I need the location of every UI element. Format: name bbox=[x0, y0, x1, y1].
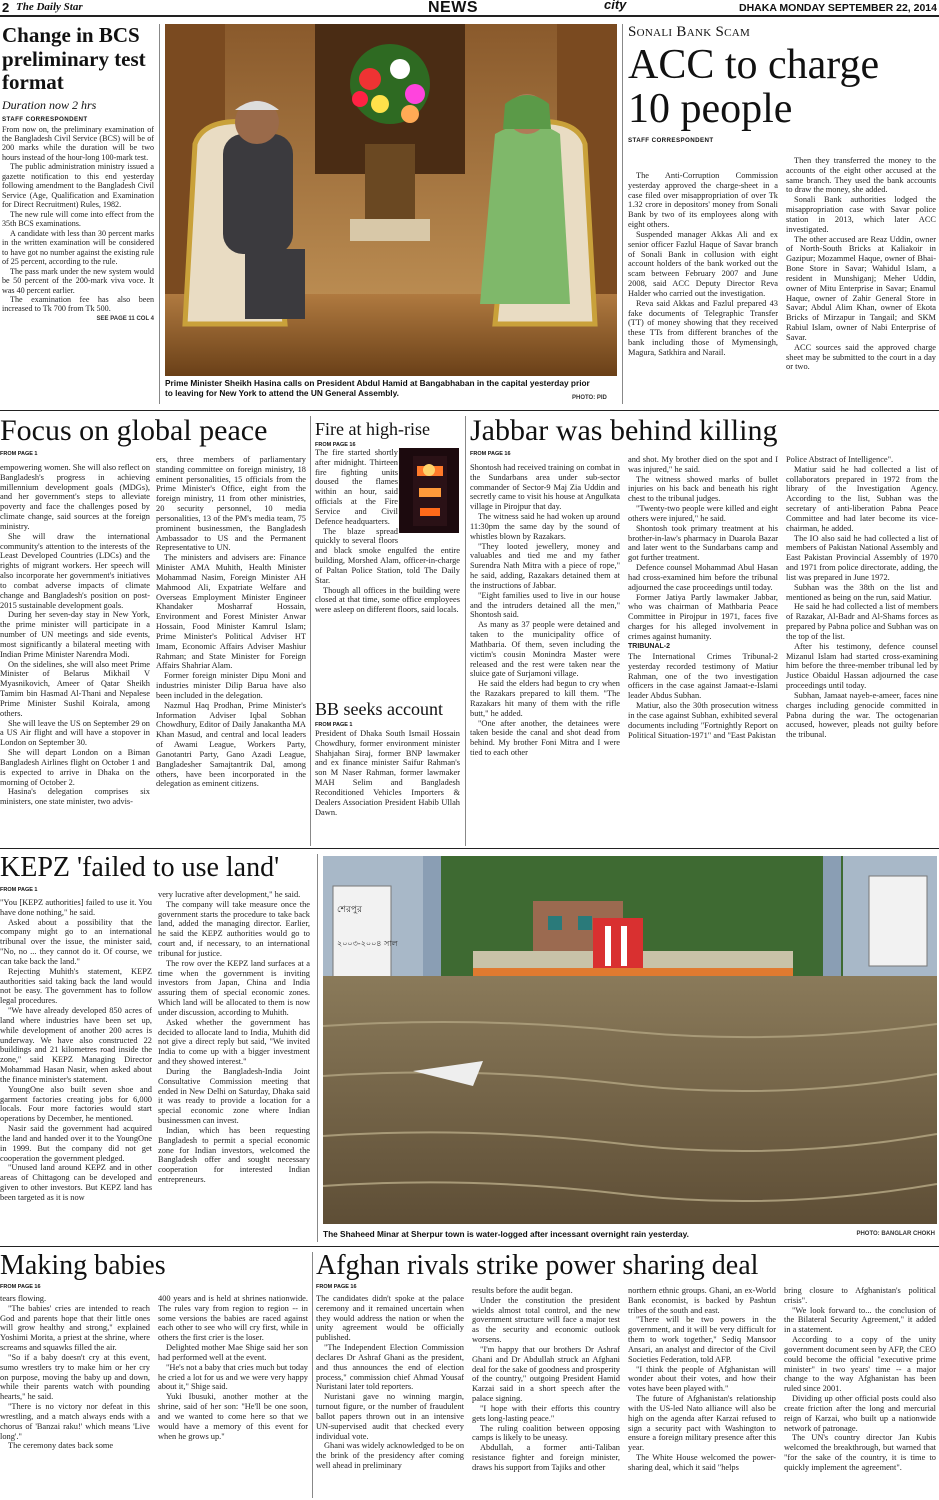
babies-article bbox=[0, 1252, 308, 1500]
paragraph: Hasina's delegation comprises six ministers, one state minister, two advis- bbox=[0, 787, 150, 807]
paragraph: The fire started shortly after midnight. Thirteen fire fighting units doused the flames within an hour, said officials at the Fire Service and Civil Defence headquarters. bbox=[315, 448, 398, 526]
babies-column-1 bbox=[0, 1294, 150, 1500]
column-rule bbox=[312, 1252, 313, 1498]
paragraph: Former Jatiya Partly lawmaker Jabbar, who was chairman of Mathbaria Peace Committee in Pirojpur in 1971, faces five charges for his alleged involvement in crimes against humanity. bbox=[628, 592, 778, 641]
paragraph: The UN's country director Jan Kubis welcomed the breakthrough, but warned that "for the sake of the country, it is time to quickly implement the agreement". bbox=[784, 1433, 936, 1472]
paragraph: "They looted jewellery, money and valuables and tied me and my father Surendra Nath Mitra with a piece of rope," he said, adding, Razakars detained them at the instructions of Jabbar. bbox=[470, 541, 620, 590]
jabbar-column-3 bbox=[786, 455, 938, 845]
paragraph: The company will take measure once the government starts the procedure to take back land, added the managing director. Earlier, he said the KEPZ authorities would go to court and, if necessary, to an international tribunal for justice. bbox=[158, 899, 310, 958]
paragraph: The new rule will come into effect from the 35th BCS examinations. bbox=[2, 209, 154, 229]
article-body bbox=[315, 448, 460, 693]
paragraph: "I hope with their efforts this country gets long-lasting peace." bbox=[472, 1403, 620, 1423]
paragraph: "The babies' cries are intended to reach God and parents hope that their little ones will grow healthy and strong," explained Yoshimi Morita, a priest at the shrine, where screams and squawks filled the air. bbox=[0, 1303, 150, 1353]
headline: ACC to charge 10 people bbox=[628, 42, 880, 133]
afghan-column-4 bbox=[784, 1286, 936, 1500]
paragraph: The future of Afghanistan's relationship with the US-led Nato alliance will also be high on the agenda after Karzai refused to sign a security pact with Washington to ensure a foreign military presence after this year. bbox=[628, 1394, 776, 1453]
paragraph: A candidate with less than 30 percent marks in the written examination will be considered to have got no number against the existing rule of 25 percent, according to the rule. bbox=[2, 228, 154, 267]
peace-column-2 bbox=[156, 455, 306, 843]
paragraph: Shontosh had received training on combat in the Sundarbans area under sub-sector commander of Sector-9 Maj Zia Uddin and secretly came to visit his house at Angulkata village in Pirojpur that day. bbox=[470, 463, 620, 512]
kicker: Sonali Bank Scam bbox=[628, 24, 751, 40]
paragraph: During the Bangladesh-India Joint Consultative Commission meeting that ended in New Delhi on Saturday, Dhaka said it was ready to provide a location for a special economic zone where Indian businessmen can invest. bbox=[158, 1066, 310, 1126]
paragraph: From now on, the preliminary examination of the Bangladesh Civil Service (BCS) will be of 200 marks while the duration will be two hours instead of the hour-long 100-mark test. bbox=[2, 124, 154, 162]
peace-article bbox=[0, 416, 306, 846]
paragraph: ACC sources said the approved charge sheet may be submitted to the court in a day or two. bbox=[786, 342, 936, 372]
article-body bbox=[2, 125, 154, 314]
paragraph: Delighted mother Mae Shige said her son had performed well at the event. bbox=[158, 1343, 308, 1362]
babies-column-2 bbox=[158, 1294, 308, 1500]
paragraph: Asked whether the government has decided to allocate land to India, Muhith did not give a direct reply but said, "We invited India to come up with a bigger investment and they showed interest." bbox=[158, 1017, 310, 1067]
photo-caption: The Shaheed Minar at Sherpur town is water-logged after incessant overnight rain yesterday. bbox=[323, 1229, 689, 1239]
kepz-article bbox=[0, 854, 313, 1242]
article-body bbox=[315, 729, 460, 817]
paragraph: The International Crimes Tribunal-2 yesterday recorded testimony of Matiur Rahman, one of the two investigation officers in the case against Jamaat-e-Islami leader Abdus Subhan. bbox=[628, 651, 778, 701]
paragraph: "Twenty-two people were killed and eight others were injured," he said. bbox=[628, 504, 778, 523]
bb-article bbox=[315, 700, 460, 846]
paragraph: "I think the people of Afghanistan will wonder about their votes, and how their votes have been played with." bbox=[628, 1364, 776, 1394]
paragraph: He said the elders had begun to cry when the Razakars prepared to kill them. "The Razakars hit many of them with the rifle butt," he added. bbox=[470, 679, 620, 718]
paragraph: Yuki Ibusuki, another mother at the shrine, said of her son: "He'll be one soon, and we wanted to come here so that we would have a memory of this event for when he grows up." bbox=[158, 1392, 308, 1441]
paragraph: The row over the KEPZ land surfaces at a time when the government is inviting investors from Japan, China and India assuring them of special economic zones. Which land will be allocated to them is now under discussion, according to Muhith. bbox=[158, 958, 310, 1017]
dateline: DHAKA MONDAY SEPTEMBER 22, 2014 bbox=[738, 2, 937, 14]
fire-article bbox=[315, 420, 460, 695]
paragraph: very lucrative after development," he said. bbox=[158, 890, 301, 899]
paragraph: Matiur, also the 30th prosecution witness in the case against Subhan, exhibited several documents including "Fortnightly Report on Political Situation-1971" and "East Pakistan bbox=[628, 701, 778, 740]
photo-wrap-space bbox=[398, 448, 460, 538]
paragraph: "There is no victory nor defeat in this wrestling, and a match always ends with a chorus of 'Banzai raku!' which means 'Live long'." bbox=[0, 1402, 150, 1441]
paragraph: "You [KEPZ authorities] failed to use it. You have done nothing," he said. bbox=[0, 898, 152, 917]
paragraph: Dividing up other official posts could also create friction after the long and mercurial reign of Karzai, who built up a nationwide network of patronage. bbox=[784, 1394, 936, 1433]
paragraph: The ministers and advisers are: Finance Minister AMA Muhith, Health Minister Mohammad Nasim, Foreign Minister AH Mahmood Ali, Expatriate Welfare and Overseas Employment Minister Engineer Khandaker Mosharraf Hossain, Environment and Forest Minister Anwar Hossain, Food Minister Kamrul Islam; Prime Minister's Political Adviser HT Imam, Economic Affairs Adviser Mashiur Rahman; and State Minister for Foreign Affairs Shahriar Alam. bbox=[156, 553, 306, 671]
headline: Change in BCS preliminary test format bbox=[2, 24, 146, 95]
paragraph: Nazmul Haq Prodhan, Prime Minister's Information Adviser Iqbal Sobhan Chowdhury, Editor of Daily Janakantha MA Khan Masud, and central and local leaders of Awami League, Workers Party, Ganotantri Party, Gano Azadi League, Bangladesher Samajtantrik Dal, among others, have been incorporated in the delegation as eminent citizens. bbox=[156, 700, 306, 789]
paragraph: The ceremony dates back some bbox=[8, 1441, 114, 1451]
paragraph: Reva said Akkas and Fazlul prepared 43 fake documents of Telegraphic Transfer (TT) of money showing that they received these TTs from different branches of the bank including those of Mymensingh, Magura, Satkhira and Narail. bbox=[628, 298, 778, 357]
paragraph: Shontosh took primary treatment at his brother-in-law's pharmacy in Duarola Bazar and later went to the Sundarbans camp and got further treatment. bbox=[628, 523, 778, 563]
paragraph: The ruling coalition between opposing camps is likely to be uneasy. bbox=[472, 1423, 620, 1443]
masthead bbox=[0, 0, 939, 17]
paragraph: The public administration ministry issued a gazette notification to this end yesterday following amendment to the Bangladesh Civil Service (Age, Qualification and Examination for Direct Recruitment) Rules, 1982. bbox=[2, 162, 154, 210]
photo-credit: PHOTO: PID bbox=[572, 395, 607, 401]
kepz-column-1 bbox=[0, 898, 152, 1240]
from-page: FROM PAGE 1 bbox=[0, 887, 38, 893]
paragraph: empowering women. She will also reflect on Bangladesh's progress in achieving millennium development goals (MDGs), and her government's steps to alleviate poverty and face the challenges posed by climate change, said sources at the foreign ministry. bbox=[0, 463, 150, 531]
paragraph: "He's not a baby that cries much but today he cried a lot for us and we were very happy about it," Shige said. bbox=[158, 1362, 308, 1392]
byline: STAFF CORRESPONDENT bbox=[2, 115, 88, 123]
from-page: FROM PAGE 16 bbox=[0, 1284, 41, 1290]
peace-column-1 bbox=[0, 463, 150, 843]
paragraph: Subhan, Jamaat nayeb-e-ameer, faces nine charges including genocide committed in Pabna during the war. The octogenarian accused, however, pleads not guilty before the tribunal. bbox=[786, 690, 938, 740]
bcs-article bbox=[2, 24, 154, 406]
section-rule bbox=[0, 848, 939, 849]
paragraph: Defence counsel Mohammad Abul Hasan had cross-examined him before the tribunal adjourned the case proceedings until today. bbox=[628, 563, 778, 592]
pm-president-photo bbox=[165, 24, 617, 376]
acc-article bbox=[628, 24, 938, 404]
paragraph: During her seven-day stay in New York, the prime minister will participate in a number of UN meetings and side events, most significantly a bilateral meeting with Indian Prime Minister Narendra Modi. bbox=[0, 610, 150, 659]
paragraph: YoungOne also built seven shoe and garment factories creating jobs for 6,000 locals. Four more factories would start operations by December, he mentioned. bbox=[0, 1084, 152, 1124]
paragraph: "One after another, the detainees were taken beside the canal and shot dead from behind. My brother Foni Mitra and I were tied to each other bbox=[470, 718, 620, 758]
shaheed-minar-photo bbox=[323, 856, 937, 1224]
paragraph: After his testimony, defence counsel Mizanul Islam had started cross-examining him before the three-member tribunal led by Justice Obaidul Hassan adjourned the case proceedings until today. bbox=[786, 641, 938, 691]
jump-line[interactable]: SEE PAGE 11 COL 4 bbox=[96, 315, 154, 322]
paragraph: and shot. My brother died on the spot and I was injured," he said. bbox=[628, 455, 778, 474]
paragraph: Rejecting Muhith's statement, KEPZ authorities said taking back the land would not be easy. The government has to follow legal procedures. bbox=[0, 966, 152, 1006]
paragraph: "So if a baby doesn't cry at this event, sumo wrestlers try to make him or her cry on purpose, moving the baby up and down, while their parents watch with pounding hearts," he said. bbox=[0, 1352, 150, 1402]
paragraph: Nasir said the government had acquired the land and handed over it to the YoungOne in 1999. But the company did not get cooperation the government pledged. bbox=[0, 1124, 152, 1163]
paragraph: The pass mark under the new system would be 50 percent of the 200-mark viva voce. It was 40 percent earlier. bbox=[2, 266, 154, 295]
paragraph: The witness said he had woken up around 11:30pm the same day by the sound of whistles blown by Razakars. bbox=[470, 512, 620, 541]
paragraph: Former foreign minister Dipu Moni and industries minister Dilip Barua have also been included in the delegation. bbox=[156, 671, 306, 700]
paragraph: Indian, which has been requesting Bangladesh to permit a special economic zone for Indian investors, welcomed the Bangladesh offer and sought necessary cooperation for interested Indian entrepreneurs. bbox=[158, 1125, 310, 1185]
paragraph: The examination fee has also been increased to Tk 700 from Tk 500. bbox=[2, 294, 154, 314]
headline: Jabbar was behind killing bbox=[470, 416, 778, 447]
paragraph: She will depart London on a Biman Bangladesh Airlines flight on October 1 and is expected to arrive in Dhaka on the morning of October 2. bbox=[0, 748, 150, 787]
afghan-column-1 bbox=[316, 1294, 464, 1500]
acc-column-1 bbox=[628, 171, 778, 404]
paragraph: "Unused land around KEPZ and in other areas of Chittagong can be developed and given to other investors. But KEPZ land has been targeted as it is now bbox=[0, 1163, 152, 1202]
paragraph: "The Independent Election Commission declares Dr Ashraf Ghani as the president, and thus announces the end of election process," commission chief Ahmad Yousaf Nuristani later told reporters. bbox=[316, 1343, 464, 1392]
paragraph: Matiur said he had collected a list of collaborators prepared in 1972 from the library of the Investigation Agency. According to the list, Subhan was the secretary of anti-liberation Pabna Peace Committee and had later become its vice-chairman, he added. bbox=[786, 464, 938, 533]
acc-column-2 bbox=[786, 156, 936, 404]
photo-credit: PHOTO: BANGLAR CHOKH bbox=[856, 1231, 935, 1237]
paragraph: "Eight families used to live in our house and the intruders detained all the men," Shontosh said. bbox=[470, 590, 620, 620]
paragraph: The other accused are Reaz Uddin, owner of North-South Bricks at Kaliakoir in Gazipur; Mozammel Haque, owner of Bhai-Bone Store in Savar; Wahidul Islam, a resident in Munshiganj; Meher Uddin, owner of Mitu Enterprise in Savar; Enamul Haque, owner of Zahir General Store in Savar; Abdul Alim Khan, owner of Ekota Bricks of Mirzapur in Tangail; and SKM Rabiul Islam, owner of Nabi Enterprise of Savar. bbox=[786, 234, 936, 342]
column-rule bbox=[310, 416, 311, 846]
paragraph: results before the audit began. bbox=[472, 1286, 573, 1295]
paragraph: Suspended manager Akkas Ali and ex senior officer Fazlul Haque of Savar branch of Sonali Bank in collusion with eight account holders of the bank worked out the scam between February 2007 and June 2008, said ACC Deputy Director Reva Halder who carried out the investigation. bbox=[628, 229, 778, 298]
paragraph: On the sidelines, she will also meet Prime Minister of Belarus Mikhail V Myasnikovich, Ameer of Qatar Sheikh Tamim bin Hasmad Al-Thani and Nepalese Prime Minister Sushil Koirala, among others. bbox=[0, 659, 150, 718]
paragraph: "We have already developed 850 acres of land where industries have been set up, while development of another 200 acres is underway. We have also constructed 22 buildings and 21 kilometres road inside the zone," said KEPZ Managing Director Mohammad Hasan Nasir, when asked about the finance minister's statement. bbox=[0, 1006, 152, 1084]
paragraph: Subhan was the 38th on the list and mentioned as being on the run, said Matiur. bbox=[786, 582, 938, 602]
paragraph: The White House welcomed the power-sharing deal, which it said "helps bbox=[628, 1453, 776, 1472]
jabbar-column-1 bbox=[470, 463, 620, 845]
section-rule bbox=[0, 1246, 939, 1247]
paragraph: Nuristani gave no winning margin, turnout figure, or the number of fraudulent ballot papers thrown out in an intensive UN-supervised audit that checked every individual vote. bbox=[316, 1392, 464, 1441]
from-page: FROM PAGE 16 bbox=[315, 442, 356, 448]
paragraph: "I'm happy that our brothers Dr Ashraf Ghani and Dr Abdullah struck an Afghani deal for the sake of goodness and prosperity of the country," outgoing President Hamid Karzai said in a short speech after the palace signing. bbox=[472, 1344, 620, 1404]
paragraph: Police Abstract of Intelligence". bbox=[786, 455, 894, 464]
photo-illustration bbox=[165, 24, 617, 376]
flood-illustration bbox=[323, 856, 937, 1224]
paragraph: "We look forward to... the conclusion of the Bilateral Security Agreement," it added in a statement. bbox=[784, 1305, 936, 1335]
from-page: FROM PAGE 16 bbox=[316, 1284, 357, 1290]
paragraph: 400 years and is held at shrines nationwide. The rules vary from region to region -- in some versions the babies are raced against each other to see who will cry first, while in others the first crier is the loser. bbox=[158, 1294, 308, 1343]
paragraph: ers, three members of parliamentary standing committee on foreign ministry, 18 eminent personalities, 15 officials from the Prime Minister's Office, eight from the foreign ministry, 11 from other ministries, 20 security personnel, 10 media personalities, 13 of the PM's media team, 75 prominent businessmen, the Bangladesh Ambassador to US and the Permanent Representative to UN. bbox=[156, 455, 306, 553]
paragraph: The blaze spread quickly to several floors and black smoke engulfed the entire building, Morshed Alam, officer-in-charge of Paltan Police Station, told The Daily Star. bbox=[315, 526, 460, 585]
photo-caption: Prime Minister Sheikh Hasina calls on President Abdul Hamid at Bangabhaban in the capital yesterday prior to leaving for New York to attend the UN General Assembly. bbox=[165, 378, 590, 399]
city-label: city bbox=[604, 0, 627, 12]
subhead: TRIBUNAL-2 bbox=[628, 642, 670, 650]
section-label: NEWS bbox=[428, 0, 478, 16]
paragraph: According to a copy of the unity government document seen by AFP, the CEO could become the official "executive prime minister" in two years' time -- a major change to the way Afghanistan has been ruled since 2001. bbox=[784, 1335, 936, 1394]
headline: Focus on global peace bbox=[0, 416, 268, 447]
paragraph: As many as 37 people were detained and taken to the municipality office of Mathbaria. Of them, seven including the victim's cousin Monindra Master were released and the rest were taken near the sluice gate of Surjamoni village. bbox=[470, 620, 620, 679]
paragraph: She will draw the international community's attention to the interests of the Least Developed Countries (LDCs) and the rights of migrant workers. Her speech will also incorporate her government's initiatives to combat adverse impacts of climate change and Bangladesh's position on post-2015 sustainable development goals. bbox=[0, 531, 150, 610]
paragraph: "There will be two powers in the government, and it will be very difficult for them to work together," Sediq Mansoor Ansari, an analyst and director of the Civil Societies Federation, told AFP. bbox=[628, 1315, 776, 1364]
headline: Fire at high-rise bbox=[315, 420, 430, 439]
afghan-column-3 bbox=[628, 1286, 776, 1500]
paragraph: The candidates didn't spoke at the palace ceremony and it remained uncertain when they would address the nation or when the unity agreement would be officially published. bbox=[316, 1294, 464, 1343]
headline: BB seeks account bbox=[315, 700, 443, 719]
headline: Afghan rivals strike power sharing deal bbox=[316, 1252, 759, 1281]
paragraph: Abdullah, a former anti-Taliban resistance fighter and foreign minister, draws his support from Tajiks and other bbox=[472, 1443, 620, 1472]
from-page: FROM PAGE 16 bbox=[470, 451, 511, 457]
page-number: 2 bbox=[2, 0, 10, 15]
paragraph: bring closure to Afghanistan's political crisis". bbox=[784, 1286, 936, 1305]
paragraph: Then they transferred the money to the accounts of the eight other accused at the same branch. They used the bank accounts to draw the money, she added. bbox=[786, 156, 936, 195]
afghan-column-2 bbox=[472, 1286, 620, 1500]
paragraph: Though all offices in the building were closed at that time, some office employees were asleep on different floors, said locals. bbox=[315, 585, 460, 615]
sign-text: শেরপুর bbox=[337, 905, 362, 915]
column-rule bbox=[317, 854, 318, 1242]
from-page: FROM PAGE 1 bbox=[0, 451, 38, 457]
paper-logo: The Daily Star bbox=[16, 1, 83, 13]
headline: Making babies bbox=[0, 1252, 166, 1281]
column-rule bbox=[159, 24, 160, 404]
paragraph: He said he had collected a list of members of Razakar, Al-Badr and Al-Shams forces as prepared by Pabna police and Subhan was on the top of the list. bbox=[786, 602, 938, 641]
column-rule bbox=[465, 416, 466, 846]
column-rule bbox=[622, 24, 623, 404]
paragraph: Ghani was widely acknowledged to be on the brink of the presidency after coming well ahead in preliminary bbox=[316, 1441, 464, 1471]
from-page: FROM PAGE 1 bbox=[315, 722, 353, 728]
afghan-article bbox=[316, 1252, 938, 1500]
byline: STAFF CORRESPONDENT bbox=[628, 137, 714, 145]
subheadline: Duration now 2 hrs bbox=[2, 97, 97, 112]
paragraph: Under the constitution the president wields almost total control, and the new government structure will face a major test as the security and economic outlook worsens. bbox=[472, 1295, 620, 1345]
jabbar-article bbox=[470, 416, 938, 846]
paragraph: The witness showed marks of bullet injuries on his back and beneath his right chest to the tribunal judges. bbox=[628, 474, 778, 504]
paragraph: tears flowing. bbox=[0, 1294, 47, 1303]
paragraph: She will leave the US on September 29 on a US Air flight and will have a stopover in London on September 30. bbox=[0, 718, 150, 748]
paragraph: President of Dhaka South Ismail Hossain Chowdhury, former environment minister Shahjahan Siraj, former BNP lawmaker and ex finance minister Saifur Rahman's son M Naser Rahman, former lawmaker MAH Selim and Bangladesh Reconditioned Vehicles Importers & Dealers Association President Habib Ullah Dawn. bbox=[315, 729, 460, 817]
paragraph: Sonali Bank authorities lodged the misappropriation case with Savar police station in 2013, which later ACC investigated. bbox=[786, 195, 936, 234]
section-rule bbox=[0, 410, 939, 411]
paragraph: northern ethnic groups. Ghani, an ex-World Bank economist, is backed by Pashtun tribes of the south and east. bbox=[628, 1286, 776, 1315]
sign-text-year: ২০০৩-২০০৪ সাল bbox=[337, 939, 398, 948]
headline: KEPZ 'failed to use land' bbox=[0, 854, 280, 883]
paragraph: Asked about a possibility that the company might go to an international tribunal over the issue, the minister said, "No, no ... they cannot do it. Of course, we can take back the land." bbox=[0, 917, 152, 966]
paragraph: The IO also said he had collected a list of members of Pakistan National Assembly and East Pakistan Provincial Assembly of 1970 and 1971 from police directorate, adding, the list was prepared in June 1972. bbox=[786, 533, 938, 582]
jabbar-column-2 bbox=[628, 455, 778, 845]
kepz-column-2 bbox=[158, 890, 310, 1240]
paragraph: The Anti-Corruption Commission yesterday approved the charge-sheet in a case filed over misappropriation of over Tk 1.32 crore in depositors' money from Sonali Bank by two of its employees along with eight others. bbox=[628, 171, 778, 230]
